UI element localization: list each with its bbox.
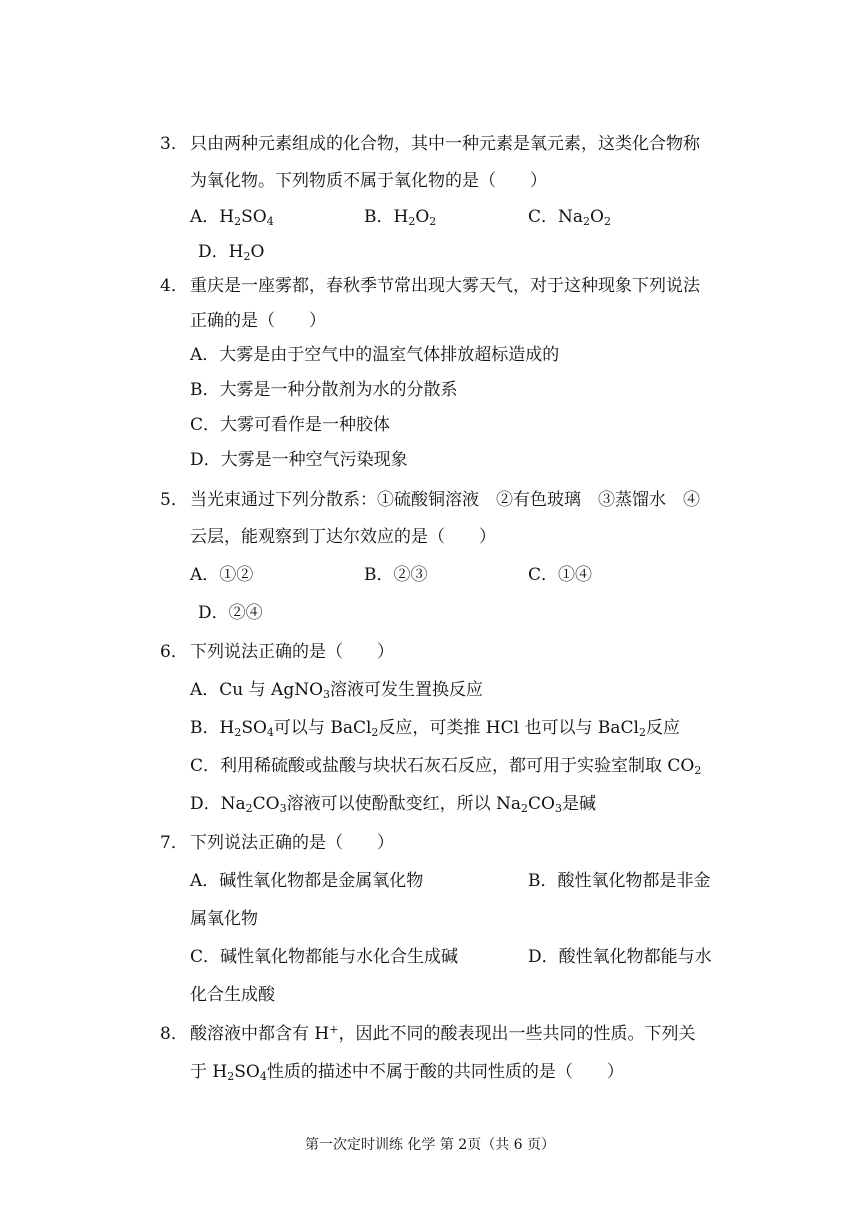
question-number: 3． [160,134,188,154]
option-b: B．②③ [364,565,428,585]
option-b: B．$H_2SO_4$可以与 BaCl$_2$反应，可类推 HCl 也可以与 BaCl$_2$反应 [190,718,680,739]
option-d: D．$Na_2CO_3$溶液可以使酚酞变红，所以 $Na_2CO_3$是碱 [190,794,596,815]
question-number: 6． [160,642,188,662]
option-d: D．酸性氧化物都能与水 [528,947,712,967]
option-c: C．$Na_2O_2$ [528,207,611,228]
question-stem-line: 当光束通过下列分散系：①硫酸铜溶液 ②有色玻璃 ③蒸馏水 ④ [190,490,700,510]
question-stem-line: 云层，能观察到丁达尔效应的是（ ） [190,527,496,547]
option-a: A．Cu 与 AgNO$_3$溶液可发生置换反应 [190,680,484,701]
option-d: D．$H_2O$ [198,242,265,263]
option-b: B．酸性氧化物都是非金 [528,871,711,891]
option-d: D．②④ [198,603,263,623]
option-a: A．$H_2SO_4$ [190,207,274,228]
question-stem-line: 下列说法正确的是（ ） [190,833,394,853]
option-c: C．碱性氧化物都能与水化合生成碱 [190,947,459,967]
option-b: B．$H_2O_2$ [364,207,437,228]
option-c: C．利用稀硫酸或盐酸与块状石灰石反应，都可用于实验室制取 $CO_2$ [190,756,702,777]
question-stem-line: 重庆是一座雾都，春秋季节常出现大雾天气，对于这种现象下列说法 [190,276,700,296]
question-number: 8． [160,1024,188,1044]
option-a: A．大雾是由于空气中的温室气体排放超标造成的 [190,345,560,365]
question-stem-line: 只由两种元素组成的化合物，其中一种元素是氧元素，这类化合物称 [190,134,700,154]
question-number: 7． [160,833,188,853]
question-number: 5． [160,490,188,510]
option-a: A．①② [190,565,254,585]
option-d: D．大雾是一种空气污染现象 [190,450,408,470]
question-stem-line: 正确的是（ ） [190,311,326,331]
question-stem-line: 酸溶液中都含有 H+，因此不同的酸表现出一些共同的性质。下列关 [190,1023,696,1044]
page-footer: 第一次定时训练 化学 第 2页（共 6 页） [304,1137,556,1153]
option-c: C．①④ [528,565,593,585]
option-b-continued: 属氧化物 [190,909,258,929]
option-b: B．大雾是一种分散剂为水的分散系 [190,380,458,400]
option-d-continued: 化合生成酸 [190,985,275,1005]
option-c: C．大雾可看作是一种胶体 [190,415,391,435]
question-number: 4． [160,276,188,296]
question-stem-line: 于 $H_2SO_4$性质的描述中不属于酸的共同性质的是（ ） [190,1062,624,1083]
question-stem-line: 为氧化物。下列物质不属于氧化物的是（ ） [190,171,547,191]
question-stem-line: 下列说法正确的是（ ） [190,642,394,662]
option-a: A．碱性氧化物都是金属氧化物 [190,871,424,891]
